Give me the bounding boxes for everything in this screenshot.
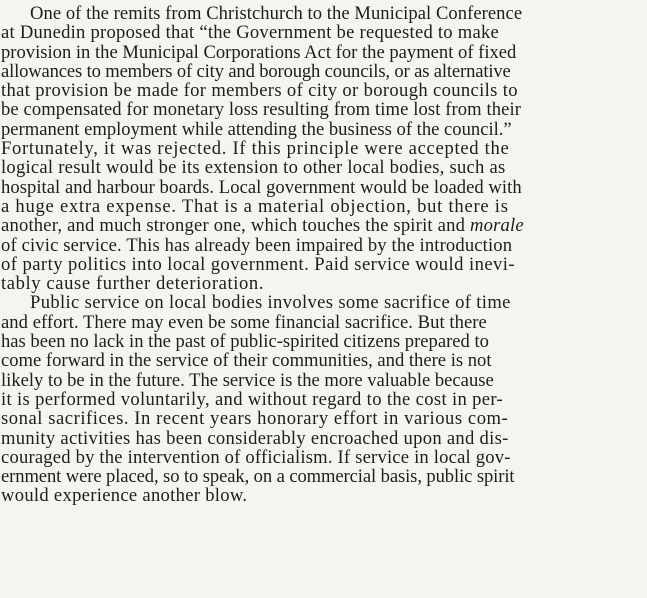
paragraph-line: come forward in the service of their communities, and there is not bbox=[1, 350, 492, 372]
paragraph-1 bbox=[0, 4, 647, 293]
paragraph-line: couraged by the intervention of officialism. If service in local gov- bbox=[1, 446, 511, 468]
paragraph-line: of party politics into local government. Paid service would inevi- bbox=[1, 253, 516, 275]
paragraph-line: of civic service. This has already been impaired by the introduction bbox=[1, 234, 513, 256]
paragraph-line: allowances to members of city and borough councils, or as alternative bbox=[1, 60, 511, 82]
paragraph-line: munity activities has been considerably encroached upon and dis- bbox=[1, 427, 509, 449]
paragraph-line: has been no lack in the past of public-spirited citizens prepared to bbox=[1, 331, 489, 353]
paragraph-line: likely to be in the future. The service is the more valuable because bbox=[1, 369, 494, 391]
paragraph-line: that provision be made for members of city or borough councils to bbox=[1, 80, 518, 102]
paragraph-2 bbox=[0, 293, 647, 505]
italic-word: morale bbox=[469, 215, 524, 237]
paragraph-line-with-italic bbox=[0, 216, 647, 235]
paragraph-line: logical result would be its extension to other local bodies, such as bbox=[1, 157, 506, 179]
paragraph-line: One of the remits from Christchurch to the Municipal Conference bbox=[30, 3, 523, 24]
paragraph-line: sonal sacrifices. In recent years honorary effort in various com- bbox=[1, 408, 509, 430]
paragraph-line-text: another, and much stronger one, which touches the spirit and bbox=[1, 215, 470, 237]
paragraph-line: and effort. There may even be some financial sacrifice. But there bbox=[1, 311, 487, 333]
paragraph-line: at Dunedin proposed that “the Government be requested to make bbox=[1, 22, 500, 44]
paragraph-line: ernment were placed, so to speak, on a commercial basis, public spirit bbox=[1, 466, 515, 488]
paragraph-line: would experience another blow. bbox=[1, 485, 248, 507]
paragraph-line: be compensated for monetary loss resulting from time lost from their bbox=[1, 99, 522, 121]
paragraph-line: it is performed voluntarily, and without regard to the cost in per- bbox=[1, 388, 504, 410]
paragraph-line: hospital and harbour boards. Local government would be loaded with bbox=[1, 176, 522, 198]
paragraph-line: tably cause further deterioration. bbox=[1, 273, 265, 295]
paragraph-line: permanent employment while attending the business of the council.” bbox=[1, 118, 512, 140]
paragraph-line: provision in the Municipal Corporations Act for the payment of fixed bbox=[1, 41, 517, 63]
paragraph-line: Fortunately, it was rejected. If this principle were accepted the bbox=[1, 138, 510, 160]
paragraph-line: a huge extra expense. That is a material objection, but there is bbox=[1, 195, 509, 217]
paragraph-line: Public service on local bodies involves some sacrifice of time bbox=[30, 292, 511, 314]
article-body bbox=[0, 4, 647, 506]
